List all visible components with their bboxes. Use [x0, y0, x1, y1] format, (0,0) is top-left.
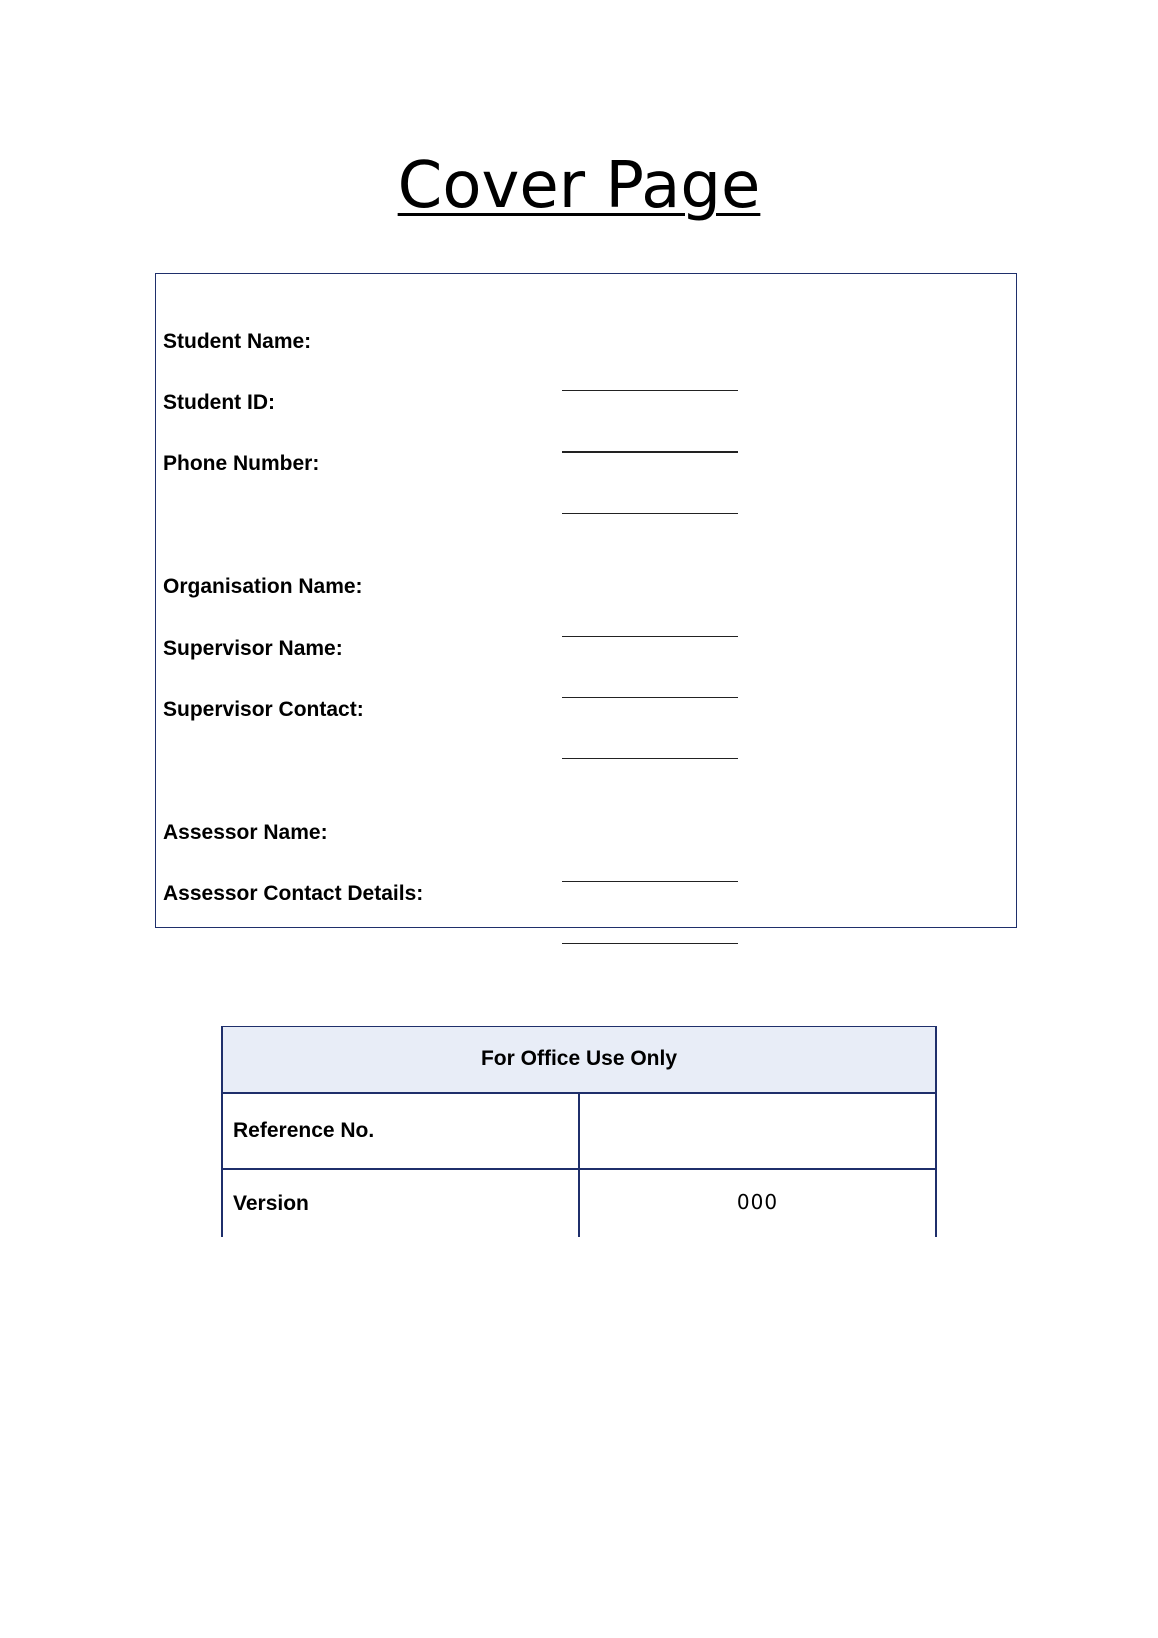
- assessor-name-line[interactable]: [562, 881, 738, 882]
- phone-number-label: Phone Number:: [163, 452, 320, 475]
- table-row: [222, 1169, 936, 1237]
- supervisor-contact-label: Supervisor Contact:: [163, 698, 364, 721]
- supervisor-name-line[interactable]: [562, 697, 738, 698]
- organisation-name-line[interactable]: [562, 636, 738, 637]
- supervisor-contact-line[interactable]: [562, 758, 738, 759]
- version-label: Version: [222, 1169, 579, 1237]
- reference-label: Reference No.: [222, 1093, 579, 1169]
- version-value-cell[interactable]: 000: [579, 1169, 936, 1237]
- office-use-table: [221, 1026, 937, 1237]
- student-name-label: Student Name:: [163, 330, 312, 353]
- page-title: Cover Page: [397, 149, 761, 223]
- supervisor-name-label: Supervisor Name:: [163, 637, 343, 660]
- office-use-header: For Office Use Only: [222, 1027, 936, 1093]
- phone-number-line[interactable]: [562, 513, 738, 514]
- reference-value-cell[interactable]: [579, 1093, 936, 1169]
- table-row: [222, 1093, 936, 1169]
- organisation-name-label: Organisation Name:: [163, 575, 363, 598]
- assessor-contact-label: Assessor Contact Details:: [163, 882, 424, 905]
- assessor-name-label: Assessor Name:: [163, 821, 328, 844]
- assessor-contact-line[interactable]: [562, 943, 738, 944]
- student-id-line[interactable]: [562, 451, 738, 453]
- student-name-line[interactable]: [562, 390, 738, 391]
- student-id-label: Student ID:: [163, 391, 275, 414]
